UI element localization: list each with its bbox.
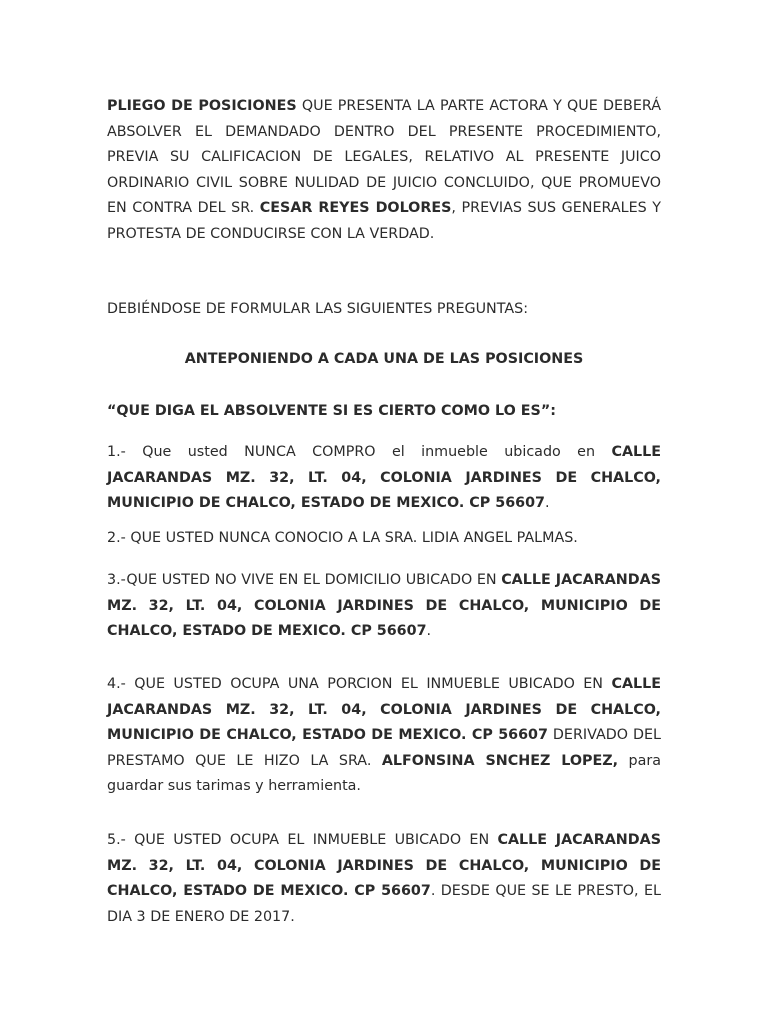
defendant-name: CESAR REYES DOLORES	[259, 200, 452, 216]
position-1: 1.- Que usted NUNCA COMPRO el inmueble ubicado en CALLE JACARANDAS MZ. 32, LT. 04, COLONIA JARDINES DE CHALCO, MUNICIPIO DE CHALCO, ESTADO DE MEXICO. CP 56607.	[107, 444, 661, 511]
position-3: 3.-QUE USTED NO VIVE EN EL DOMICILIO UBICADO EN CALLE JACARANDAS MZ. 32, LT. 04, COLONIA JARDINES DE CHALCO, MUNICIPIO DE CHALCO, ESTADO DE MEXICO. CP 56607.	[107, 572, 661, 639]
lead-paragraph: DEBIÉNDOSE DE FORMULAR LAS SIGUIENTES PREGUNTAS:	[107, 301, 529, 317]
position-2: 2.- QUE USTED NUNCA CONOCIO A LA SRA. LIDIA ANGEL PALMAS.	[107, 530, 578, 546]
position-5: 5.- QUE USTED OCUPA EL INMUEBLE UBICADO EN CALLE JACARANDAS MZ. 32, LT. 04, COLONIA JARDINES DE CHALCO, MUNICIPIO DE CHALCO, ESTADO DE MEXICO. CP 56607. DESDE QUE SE LE PRESTO, EL DIA 3 DE ENERO DE 2017.	[107, 832, 661, 925]
section-heading: ANTEPONIENDO A CADA UNA DE LAS POSICIONES	[184, 351, 584, 367]
absolvent-quote: “QUE DIGA EL ABSOLVENTE SI ES CIERTO COMO LO ES”:	[107, 403, 556, 419]
position-4: 4.- QUE USTED OCUPA UNA PORCION EL INMUEBLE UBICADO EN CALLE JACARANDAS MZ. 32, LT. 04, COLONIA JARDINES DE CHALCO, MUNICIPIO DE CHALCO, ESTADO DE MEXICO. CP 56607 DERIVADO DEL PRESTAMO QUE LE HIZO LA SRA. ALFONSINA SNCHEZ LOPEZ, para guardar sus tarimas y herramienta.	[107, 676, 661, 794]
intro-paragraph: PLIEGO DE POSICIONES QUE PRESENTA LA PARTE ACTORA Y QUE DEBERÁ ABSOLVER EL DEMANDADO DENTRO DEL PRESENTE PROCEDIMIENTO, PREVIA SU CALIFICACION DE LEGALES, RELATIVO AL PRESENTE JUICO ORDINARIO CIVIL SOBRE NULIDAD DE JUICIO CONCLUIDO, QUE PROMUEVO EN CONTRA DEL SR. CESAR REYES DOLORES, PREVIAS SUS GENERALES Y PROTESTA DE CONDUCIRSE CON LA VERDAD.	[107, 98, 662, 242]
document-title: PLIEGO DE POSICIONES	[107, 98, 297, 114]
